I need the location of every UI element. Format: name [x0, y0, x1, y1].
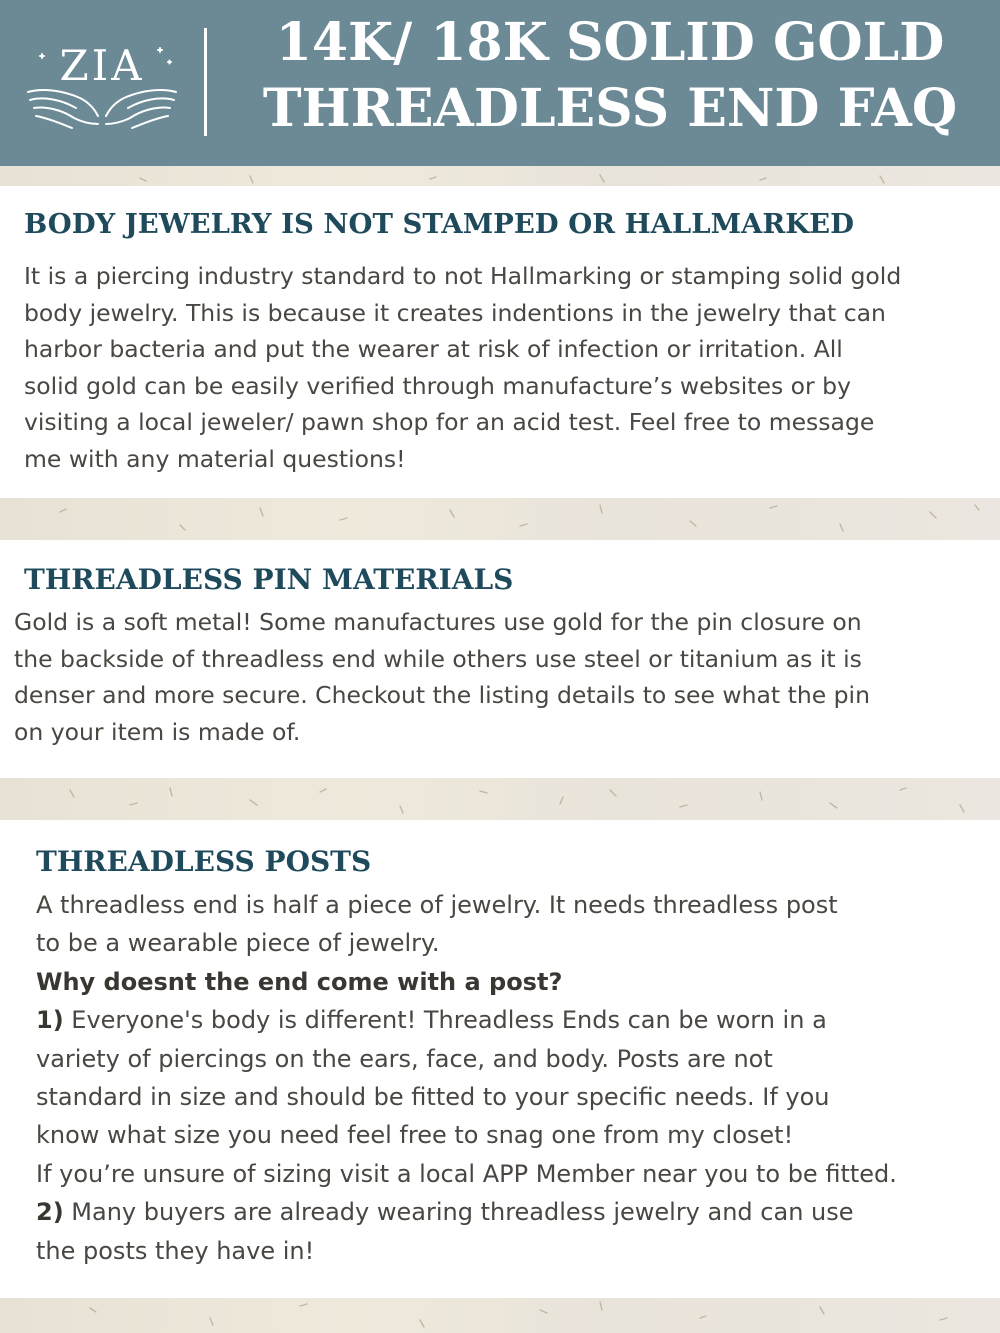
section-pin-materials [0, 540, 1000, 778]
body-line: on your item is made of. [14, 717, 301, 746]
section-threadless-posts [0, 820, 1000, 1298]
section-heading: THREADLESS POSTS [36, 845, 372, 878]
logo-text: ZIA [59, 41, 145, 90]
section-body [14, 604, 870, 750]
section-hallmark [0, 186, 1000, 498]
title-line-1: 14K/ 18K SOLID GOLD [275, 12, 945, 73]
header-banner [0, 0, 1000, 166]
point-number: 2) [36, 1198, 64, 1227]
body-line: denser and more secure. Checkout the listing details to see what the pin [14, 681, 870, 710]
body-line: A threadless end is half a piece of jewelry. It needs threadless post [36, 891, 838, 919]
body-line: harbor bacteria and put the wearer at risk of infection or irritation. All [24, 335, 843, 364]
section-heading: BODY JEWELRY IS NOT STAMPED OR HALLMARKED [24, 208, 854, 240]
body-line: body jewelry. This is because it creates indentions in the jewelry that can [24, 298, 886, 327]
body-line: the posts they have in! [36, 1236, 315, 1265]
faq-question: Why doesnt the end come with a post? [36, 967, 563, 996]
hands-icon [22, 38, 182, 138]
body-line: me with any material questions! [24, 444, 406, 473]
body-line: visiting a local jeweler/ pawn shop for an acid test. Feel free to message [24, 408, 875, 437]
body-line: variety of piercings on the ears, face, and body. Posts are not [36, 1044, 773, 1073]
point-text: Everyone's body is different! Threadless Ends can be worn in a [63, 1006, 827, 1035]
header-divider [204, 28, 207, 136]
section-heading: THREADLESS PIN MATERIALS [24, 563, 514, 596]
section-body [36, 886, 897, 1270]
point-2-line [36, 1193, 897, 1231]
body-line: the backside of threadless end while others use steel or titanium as it is [14, 644, 862, 673]
point-number: 1) [36, 1006, 64, 1035]
point-1-line [36, 1001, 897, 1039]
page-title [230, 10, 990, 142]
body-line: know what size you need feel free to snag one from my closet! [36, 1121, 794, 1150]
body-line: If you’re unsure of sizing visit a local APP Member near you to be fitted. [36, 1159, 897, 1188]
title-line-2: THREADLESS END FAQ [262, 78, 958, 139]
brand-logo [22, 38, 182, 138]
body-line: standard in size and should be fitted to your specific needs. If you [36, 1083, 830, 1112]
body-line: Gold is a soft metal! Some manufactures use gold for the pin closure on [14, 608, 862, 636]
body-line: to be a wearable piece of jewelry. [36, 929, 440, 958]
body-line: solid gold can be easily verified through manufacture’s websites or by [24, 371, 852, 400]
section-body [24, 258, 901, 478]
body-line: It is a piercing industry standard to not Hallmarking or stamping solid gold [24, 262, 902, 290]
point-text: Many buyers are already wearing threadless jewelry and can use [63, 1198, 854, 1227]
